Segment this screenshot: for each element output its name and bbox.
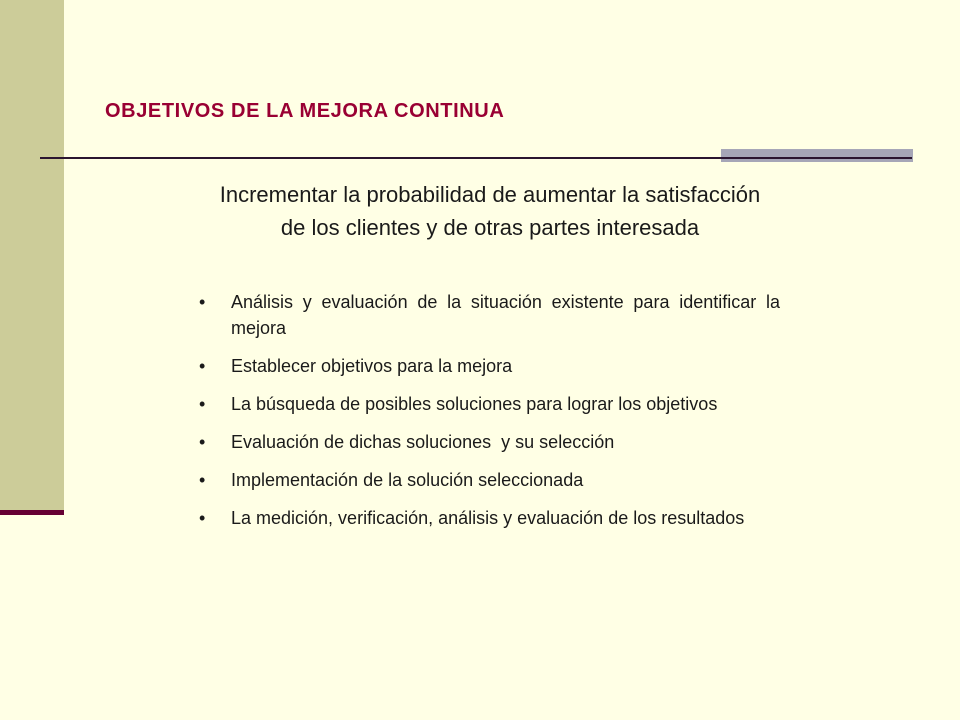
side-decor-bar xyxy=(0,0,64,510)
bullet-text: La búsqueda de posibles soluciones para lograr los objetivos xyxy=(231,394,718,414)
side-decor-bar-base xyxy=(0,510,64,515)
intro-text: Incrementar la probabilidad de aumentar la satisfacción de los clientes y de otras partes interesada xyxy=(219,182,761,240)
bullet-mark: • xyxy=(199,470,206,490)
bullet-item xyxy=(195,505,780,531)
bullet-text: Implementación de la solución seleccionada xyxy=(231,470,584,490)
bullet-mark: • xyxy=(199,508,206,528)
title-rule-accent xyxy=(721,149,913,162)
bullet-item xyxy=(195,289,780,341)
bullet-mark: • xyxy=(199,292,206,312)
bullet-item xyxy=(195,429,780,455)
slide-title: OBJETIVOS DE LA MEJORA CONTINUA xyxy=(105,100,505,122)
bullet-item xyxy=(195,467,780,493)
bullet-text: La medición, verificación, análisis y evaluación de los resultados xyxy=(231,508,745,528)
bullet-text: Análisis y evaluación de la situación existente para identificar la mejora xyxy=(231,292,780,338)
bullet-item xyxy=(195,353,780,379)
bullet-text: Evaluación de dichas soluciones y su selección xyxy=(231,432,615,452)
bullet-text: Establecer objetivos para la mejora xyxy=(231,356,513,376)
title-rule xyxy=(40,157,912,159)
bullet-mark: • xyxy=(199,356,206,376)
bullet-mark: • xyxy=(199,394,206,414)
bullet-mark: • xyxy=(199,432,206,452)
bullet-item xyxy=(195,391,780,417)
bullet-list xyxy=(195,289,780,543)
